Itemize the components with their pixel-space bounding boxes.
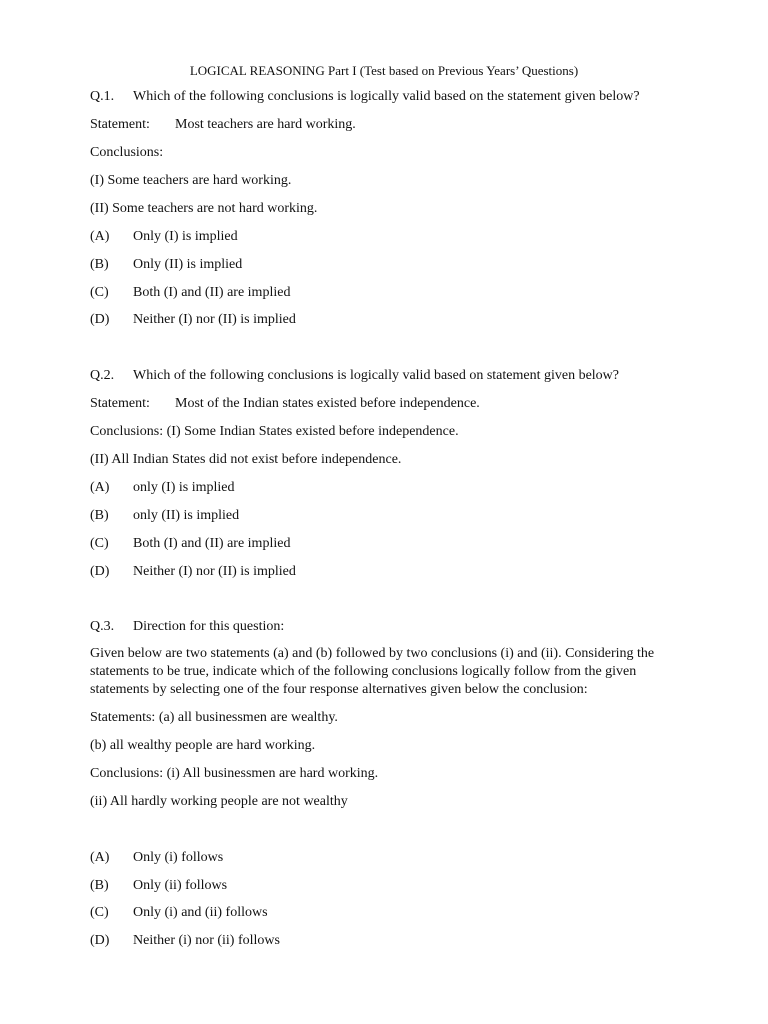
- conclusion-2: (ii) All hardly working people are not wealthy: [90, 794, 348, 809]
- option-key: (A): [90, 480, 110, 495]
- option-d: [90, 932, 280, 950]
- option-text: Neither (I) nor (II) is implied: [133, 312, 296, 327]
- option-key: (A): [90, 850, 110, 865]
- option-b: [90, 507, 239, 525]
- conclusion-1: Conclusions: (i) All businessmen are hard working.: [90, 766, 379, 781]
- option-d: [90, 311, 296, 329]
- question-text: Which of the following conclusions is logically valid based on the statement given below?: [133, 89, 640, 104]
- option-text: Only (i) and (ii) follows: [133, 905, 268, 920]
- statement-a: Statements: (a) all businessmen are wealthy.: [90, 710, 338, 725]
- option-a: [90, 228, 238, 246]
- statement-label: Statement:: [90, 117, 150, 132]
- option-c: [90, 535, 290, 553]
- question-1: [90, 88, 640, 106]
- option-a: [90, 849, 223, 867]
- option-a: [90, 479, 235, 497]
- option-text: only (I) is implied: [133, 480, 235, 495]
- option-c: [90, 284, 290, 302]
- question-2: [90, 367, 619, 385]
- question-number: Q.1.: [90, 89, 115, 104]
- conclusion-2: (II) Some teachers are not hard working.: [90, 201, 318, 216]
- option-key: (B): [90, 257, 109, 272]
- statement-text: Most of the Indian states existed before independence.: [175, 396, 480, 411]
- question-text: Direction for this question:: [133, 619, 285, 634]
- option-text: Both (I) and (II) are implied: [133, 285, 291, 300]
- option-c: [90, 904, 268, 922]
- question-number: Q.2.: [90, 368, 115, 383]
- option-key: (C): [90, 905, 109, 920]
- option-key: (C): [90, 536, 109, 551]
- question-3: [90, 618, 284, 636]
- option-b: [90, 877, 227, 895]
- statement-b: (b) all wealthy people are hard working.: [90, 738, 316, 753]
- option-key: (A): [90, 229, 110, 244]
- option-key: (D): [90, 312, 110, 327]
- conclusion-1: (I) Some teachers are hard working.: [90, 173, 292, 188]
- option-d: [90, 563, 296, 581]
- option-b: [90, 256, 242, 274]
- option-text: Only (II) is implied: [133, 257, 243, 272]
- option-text: only (II) is implied: [133, 508, 240, 523]
- option-key: (C): [90, 285, 109, 300]
- option-key: (D): [90, 564, 110, 579]
- question-number: Q.3.: [90, 619, 115, 634]
- conclusion-2: (II) All Indian States did not exist before independence.: [90, 452, 402, 467]
- statement-label: Statement:: [90, 396, 150, 411]
- option-text: Neither (i) nor (ii) follows: [133, 933, 280, 948]
- option-text: Only (I) is implied: [133, 229, 238, 244]
- question-text: Which of the following conclusions is logically valid based on statement given below?: [133, 368, 620, 383]
- conclusion-1: Conclusions: (I) Some Indian States existed before independence.: [90, 424, 459, 439]
- direction-paragraph: Given below are two statements (a) and (b) followed by two conclusions (i) and (ii). Considering the statements to be true, indicate which of the following conclusions logically follow from the given statements by selecting one of the four response alternatives given below the conclusion:: [90, 646, 655, 697]
- option-text: Both (I) and (II) are implied: [133, 536, 291, 551]
- page-title: LOGICAL REASONING Part I (Test based on Previous Years’ Questions): [189, 63, 579, 78]
- statement-line: [90, 395, 480, 413]
- option-key: (B): [90, 878, 109, 893]
- option-text: Neither (I) nor (II) is implied: [133, 564, 296, 579]
- statement-line: [90, 116, 356, 134]
- option-key: (B): [90, 508, 109, 523]
- conclusions-label: Conclusions:: [90, 145, 164, 160]
- option-key: (D): [90, 933, 110, 948]
- statement-text: Most teachers are hard working.: [175, 117, 356, 132]
- option-text: Only (ii) follows: [133, 878, 228, 893]
- option-text: Only (i) follows: [133, 850, 224, 865]
